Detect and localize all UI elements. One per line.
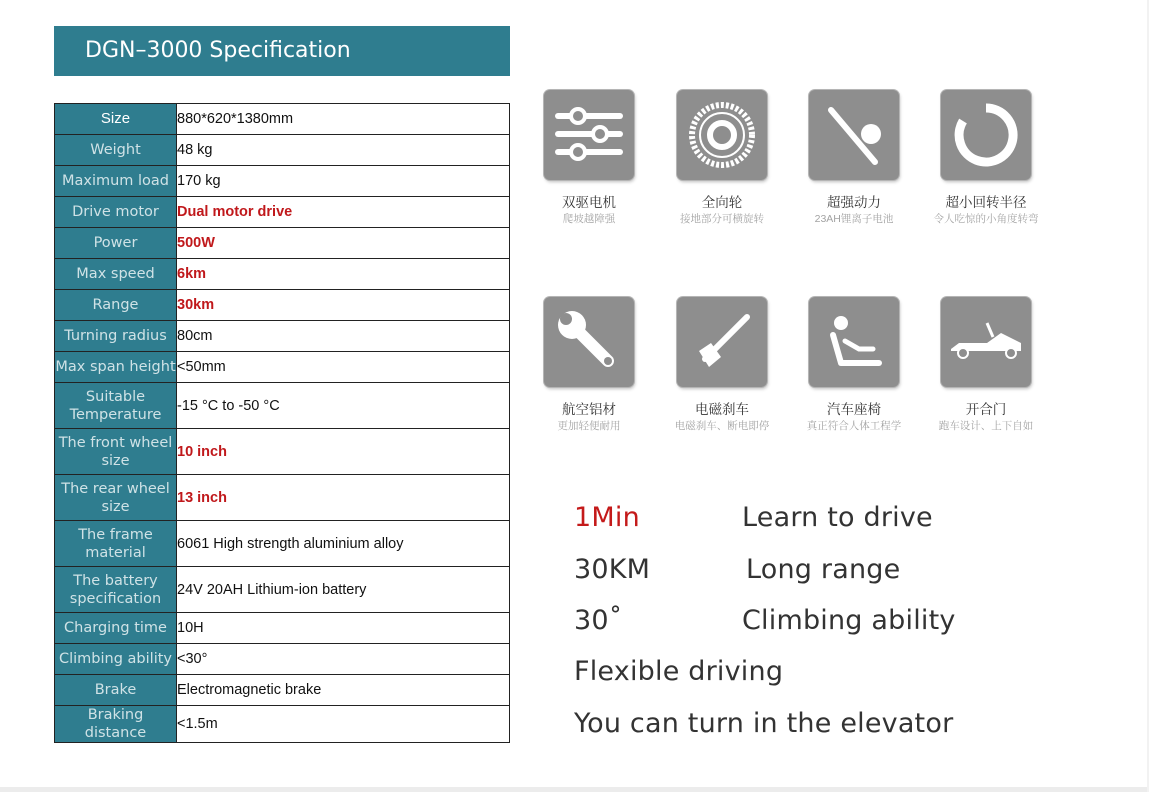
- spec-row: [55, 259, 510, 290]
- spec-value: 170 kg: [177, 166, 510, 197]
- feature-subtitle: 电磁刹车、断电即停: [674, 420, 770, 432]
- feature-title: 航空铝材: [562, 402, 616, 417]
- spec-row: [55, 228, 510, 259]
- spec-row: [55, 475, 510, 521]
- spec-label: Turning radius: [55, 321, 177, 352]
- feature-title: 超小回转半径: [945, 195, 1027, 210]
- spec-row: [55, 352, 510, 383]
- spec-label: Power: [55, 228, 177, 259]
- spec-row: [55, 675, 510, 706]
- feature-title: 开合门: [965, 402, 1007, 417]
- spec-row: [55, 383, 510, 429]
- spec-value: <50mm: [177, 352, 510, 383]
- highlight-min-value: 1Min: [574, 502, 640, 533]
- open-door-icon: [941, 297, 1031, 387]
- spec-label: Range: [55, 290, 177, 321]
- spec-label: Max span height: [55, 352, 177, 383]
- power-slope-icon: [809, 90, 899, 180]
- spec-label: Max speed: [55, 259, 177, 290]
- spec-label: Climbing ability: [55, 644, 177, 675]
- spec-label: The front wheel size: [55, 429, 177, 475]
- spec-row: [55, 429, 510, 475]
- spec-value: 10H: [177, 613, 510, 644]
- spec-label: Weight: [55, 135, 177, 166]
- spec-value: 880*620*1380mm: [177, 104, 510, 135]
- turn-circle-icon: [941, 90, 1031, 180]
- spec-value: 6km: [177, 259, 510, 290]
- spec-row: [55, 521, 510, 567]
- feature-subtitle: 令人吃惊的小角度转弯: [933, 213, 1039, 225]
- spec-label: The frame material: [55, 521, 177, 567]
- feature-subtitle: 接地部分可横旋转: [680, 213, 764, 225]
- spec-label: The battery specification: [55, 567, 177, 613]
- spec-value: 13 inch: [177, 475, 510, 521]
- wheel-icon: [677, 90, 767, 180]
- spec-value: 24V 20AH Lithium-ion battery: [177, 567, 510, 613]
- spec-label: Maximum load: [55, 166, 177, 197]
- spec-label: Size: [55, 104, 177, 135]
- spec-label: The rear wheel size: [55, 475, 177, 521]
- feature-subtitle: 更加轻便耐用: [557, 420, 621, 432]
- spec-value: Dual motor drive: [177, 197, 510, 228]
- spec-label: Drive motor: [55, 197, 177, 228]
- spec-value: 30km: [177, 290, 510, 321]
- spec-row: [55, 135, 510, 166]
- spec-label: Braking distance: [55, 706, 177, 743]
- feature-title: 电磁刹车: [695, 402, 749, 417]
- seat-icon: [809, 297, 899, 387]
- spec-row: [55, 197, 510, 228]
- spec-value: 10 inch: [177, 429, 510, 475]
- feature-subtitle: 跑车设计、上下自如: [938, 420, 1034, 432]
- feature-subtitle: 真正符合人体工程学: [806, 420, 902, 432]
- feature-title: 双驱电机: [562, 195, 616, 210]
- spec-value: 500W: [177, 228, 510, 259]
- highlight-flexible: Flexible driving: [574, 656, 784, 687]
- spec-row: [55, 644, 510, 675]
- bottom-border: [0, 787, 1149, 792]
- feature-subtitle: 23AH锂离子电池: [814, 213, 894, 225]
- spec-label: Charging time: [55, 613, 177, 644]
- highlight-elevator: You can turn in the elevator: [574, 708, 954, 739]
- spec-row: [55, 613, 510, 644]
- brake-icon: [677, 297, 767, 387]
- spec-row: [55, 290, 510, 321]
- spec-value: 80cm: [177, 321, 510, 352]
- spec-value: <30°: [177, 644, 510, 675]
- spec-value: Electromagnetic brake: [177, 675, 510, 706]
- wrench-icon: [544, 297, 634, 387]
- feature-title: 超强动力: [827, 195, 881, 210]
- feature-subtitle: 爬坡越障强: [562, 213, 616, 225]
- highlight-climb-value: 30˚: [574, 605, 623, 636]
- spec-value: 6061 High strength aluminium alloy: [177, 521, 510, 567]
- spec-value: <1.5m: [177, 706, 510, 743]
- spec-row: [55, 567, 510, 613]
- sliders-icon: [544, 90, 634, 180]
- spec-table: [54, 103, 510, 743]
- highlight-climb-text: Climbing ability: [742, 605, 956, 636]
- page-title: DGN–3000 Specification: [54, 26, 510, 76]
- feature-title: 全向轮: [701, 195, 743, 210]
- spec-row: [55, 321, 510, 352]
- spec-row: [55, 706, 510, 743]
- highlight-range-value: 30KM: [574, 554, 651, 585]
- highlight-min-text: Learn to drive: [742, 502, 933, 533]
- feature-title: 汽车座椅: [827, 402, 881, 417]
- spec-label: Brake: [55, 675, 177, 706]
- spec-value: 48 kg: [177, 135, 510, 166]
- spec-label: Suitable Temperature: [55, 383, 177, 429]
- spec-row: [55, 166, 510, 197]
- highlight-range-text: Long range: [746, 554, 901, 585]
- spec-value: -15 °C to -50 °C: [177, 383, 510, 429]
- spec-row: [55, 104, 510, 135]
